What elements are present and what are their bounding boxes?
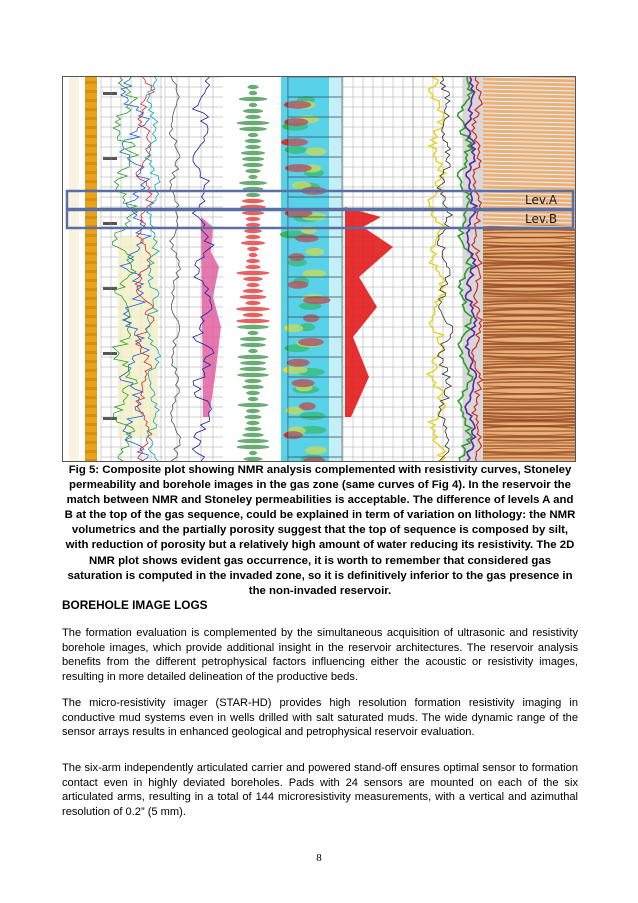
gamma-band-stripe [85,432,97,435]
gamma-band-stripe [85,171,97,174]
nmr-bin [246,421,259,425]
nmr-bin [246,235,261,239]
borehole-image-streak [483,419,575,420]
gamma-band-stripe [85,279,97,282]
gamma-band-stripe [85,405,97,408]
nmr-bin [249,103,258,107]
gamma-band-stripe [85,378,97,381]
gamma-band-stripe [85,369,97,372]
nmr-bin [248,133,258,137]
nmr-bin [240,361,266,365]
borehole-image-streak [483,301,575,302]
nmr-bin [242,199,264,203]
nmr-bin [236,445,269,449]
gamma-band-stripe [85,162,97,165]
gamma-band-stripe [85,153,97,156]
gamma-band-stripe [85,126,97,129]
nmr-bin [240,337,266,341]
gamma-band-stripe [85,81,97,84]
gamma-band-stripe [85,459,97,461]
nmr-bin [242,211,264,215]
nmr-bin [246,223,260,227]
nmr-bin [243,277,262,281]
borehole-image-streak [483,421,575,422]
depth-tick [103,352,117,355]
depth-tick [103,157,117,160]
nmr-bin [249,451,257,455]
nmr-bin [245,301,260,305]
borehole-image-streak [483,314,575,315]
nmr-2d-bg [288,77,342,461]
borehole-image-streak [483,272,575,273]
nmr-bin [240,295,267,299]
track-1-bg [69,77,79,461]
nmr-bin [244,415,261,419]
nmr-bin [236,307,270,311]
nmr-bin [246,259,260,263]
paragraph-image-logs-intro: The formation evaluation is complemented by the simultaneous acquisition of ultrasonic and resistivity borehole images, which provide additional insight in the reservoir architectures. The reservoir analysis benefits from the different petrophysical factors influencing either the acoustic or resistivity images, resulting in more detailed delineation of the productive beds. [62,627,578,683]
nmr-bin [245,145,261,149]
nmr-bin [246,217,260,221]
gamma-band-stripe [85,396,97,399]
nmr-bin [237,325,269,329]
nmr-bin [239,97,268,101]
gamma-band-stripe [85,270,97,273]
composite-log-figure [62,76,576,462]
borehole-image-streak [483,331,575,332]
depth-tick [103,92,117,95]
nmr-bin [242,385,264,389]
log-plot [63,77,575,461]
gamma-band-stripe [85,306,97,309]
gamma-band-stripe [85,297,97,300]
nmr-bin [245,265,260,269]
borehole-image-streak [483,440,575,441]
gamma-band-stripe [85,423,97,426]
curve-grey [169,77,180,461]
borehole-image-streak [483,413,575,414]
nmr-bin [249,253,258,257]
nmr-bin [237,271,270,275]
gamma-band-stripe [85,441,97,444]
borehole-image-streak [483,394,575,395]
nmr-bin [245,427,262,431]
gamma-band-stripe [85,99,97,102]
gamma-band-stripe [85,108,97,111]
nmr-bin [239,181,267,185]
gamma-band-stripe [85,315,97,318]
gamma-band-stripe [85,324,97,327]
nmr-bin [245,115,261,119]
nmr-bin [241,151,265,155]
nmr-bin [246,193,260,197]
nmr-bin [239,127,267,131]
paragraph-six-arm-carrier: The six-arm independently articulated carrier and powered stand-off ensures optimal sensor to formation contact even in highly deviated boreholes. Pads with 24 sensors are mounted on each of the six articulated arms, resulting in a total of 144 microresistivity measurements, with a vertical and azimuthal resolution of 0.2” (5 mm). [62,762,578,818]
gamma-band-stripe [85,261,97,264]
nmr-bin [244,457,263,461]
nmr-bin [243,313,263,317]
nmr-bin [246,409,260,413]
borehole-image-streak [483,367,575,368]
lithology-grey [463,77,483,461]
nmr-bin [244,379,261,383]
gamma-band-stripe [85,333,97,336]
gamma-band-stripe [85,117,97,120]
nmr-bin [242,433,263,437]
borehole-image-streak [483,257,575,258]
nmr-bin [243,289,263,293]
nmr-bin [238,403,269,407]
gamma-band [85,77,97,461]
nmr-bin [245,169,260,173]
gamma-band-stripe [85,243,97,246]
nmr-bin [245,139,261,143]
depth-tick [103,222,117,225]
curve-black [437,77,453,461]
nmr-red-fill [345,207,393,417]
gamma-band-stripe [85,90,97,93]
paragraph-micro-resistivity: The micro-resistivity imager (STAR-HD) provides high resolution formation resistivity imaging in conductive mud systems even in wells drilled with salt saturated muds. The wide dynamic range of the sensor arrays results in enhanced geological and petrophysical reservoir evaluation. [62,697,578,739]
nmr-bin [244,229,262,233]
gamma-band-stripe [85,252,97,255]
borehole-image-streak [483,253,575,254]
level-a-label: Lev.A [525,193,558,207]
gamma-band-stripe [85,360,97,363]
gamma-band-stripe [85,216,97,219]
nmr-bin [240,343,266,347]
borehole-image-streak [483,232,575,233]
nmr-bin [237,121,270,125]
figure-caption: Fig 5: Composite plot showing NMR analysis complemented with resistivity curves, Stoneley permeability and borehole images in the gas zone (same curves of Fig 4). In the reservoir the match between NMR and Stoneley permeabilities is acceptable. The difference of levels A and B at the top of the gas sequence, could be explained in term of variation on lithology: the NMR volumetrics and the partially porosity suggest that the top of sequence is composed by silt, with reduction of porosity but a relatively high amount of water reducing its resistivity. The 2D NMR plot shows evident gas occurrence, it is worth to remember that considered gas saturation is computed in the invaded zone, so it is definitively inferior to the gas presence in the non-invaded reservoir. [64,464,576,597]
nmr-bin [240,367,267,371]
gamma-band-stripe [85,342,97,345]
nmr-bin [238,355,269,359]
nmr-bin [247,85,258,89]
nmr-bin [246,391,260,395]
nmr-bin [249,91,257,95]
borehole-image-streak [483,286,575,287]
gamma-band-stripe [85,144,97,147]
borehole-image-streak [483,275,575,276]
nmr-bin [241,241,265,245]
gamma-band-stripe [85,414,97,417]
gamma-band-stripe [85,180,97,183]
gamma-band-stripe [85,387,97,390]
nmr-bin [247,247,259,251]
gamma-band-stripe [85,135,97,138]
gamma-band-stripe [85,198,97,201]
borehole-image-streak [483,268,575,269]
nmr-bin [248,349,258,353]
gamma-band-stripe [85,351,97,354]
nmr-bin [243,109,263,113]
nmr-bin [243,163,264,167]
borehole-image-streak [483,349,575,350]
nmr-bin [237,439,269,443]
gamma-band-stripe [85,450,97,453]
nmr-bin [247,331,258,335]
nmr-bin [248,175,257,179]
section-heading: BOREHOLE IMAGE LOGS [62,598,208,612]
gamma-band-stripe [85,234,97,237]
borehole-image-streak [483,278,575,279]
nmr-bin [248,397,259,401]
nmr-bin [247,283,260,287]
page-number: 8 [316,852,322,864]
nmr-bin [236,319,269,323]
borehole-image-streak [483,229,575,230]
gamma-band-stripe [85,288,97,291]
borehole-image-streak [483,452,575,453]
nmr-bin [237,373,269,377]
level-b-label: Lev.B [525,212,558,226]
nmr-bin [242,157,264,161]
